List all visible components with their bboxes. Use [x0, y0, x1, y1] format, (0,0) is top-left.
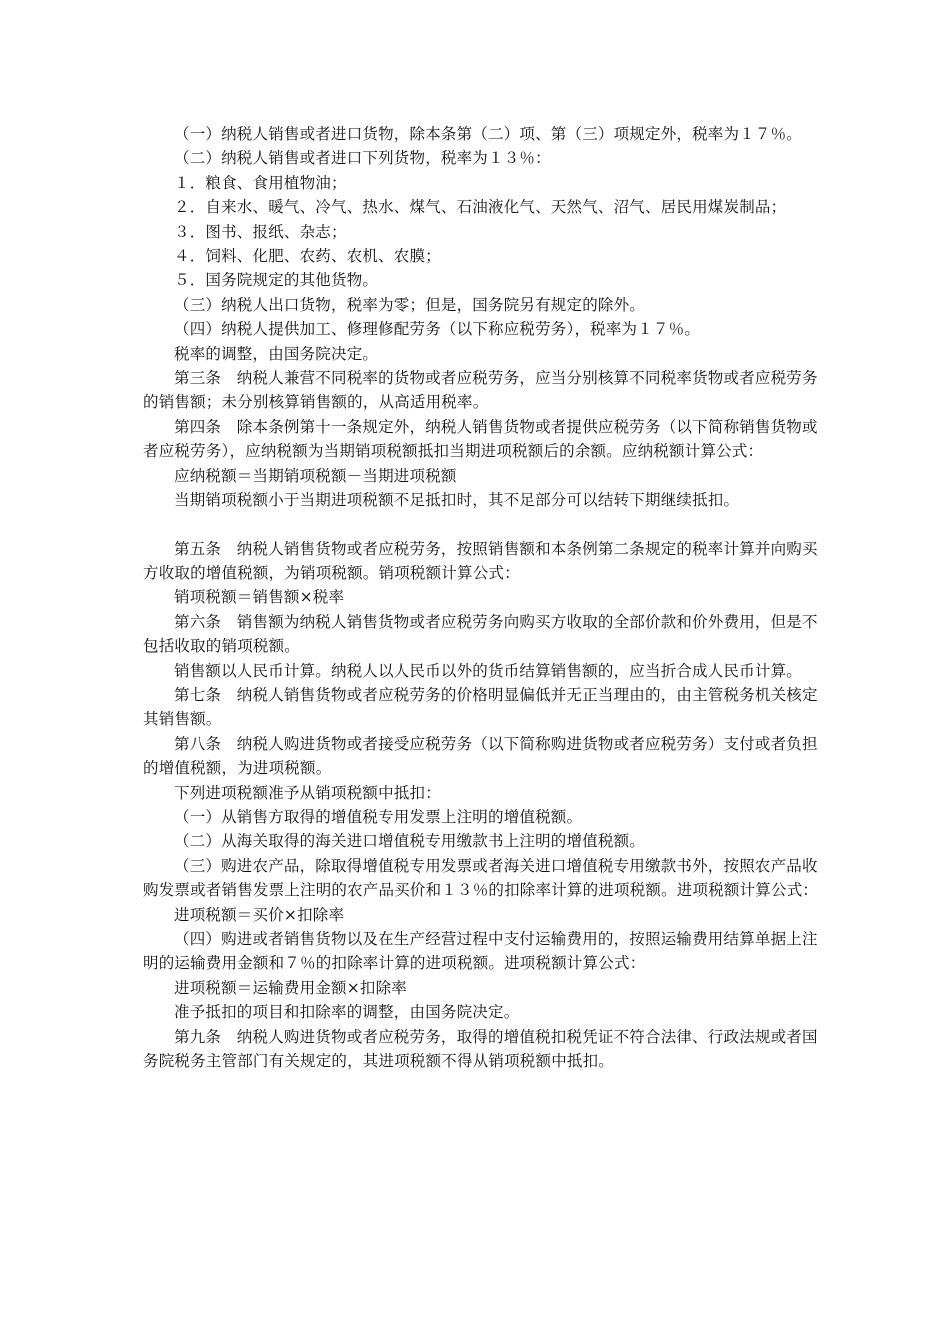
formula: 应纳税额＝当期销项税额－当期进项税额: [174, 466, 457, 485]
paragraph: ２．自来水、暖气、冷气、热水、煤气、石油液化气、天然气、沼气、居民用煤炭制品；: [174, 198, 787, 217]
article-9: 第九条 纳税人购进货物或者应税劳务，取得的增值税扣税凭证不符合法律、行政法规或者国务院税务主管部门有关规定的，其进项税额不得从销项税额中抵扣。: [143, 1027, 818, 1071]
paragraph: 下列进项税额准予从销项税额中抵扣：: [174, 783, 441, 802]
paragraph: ４．饲料、化肥、农药、农机、农膜；: [174, 247, 441, 266]
formula: 销项税额＝销售额×税率: [174, 588, 345, 607]
article-3: 第三条 纳税人兼营不同税率的货物或者应税劳务，应当分别核算不同税率货物或者应税劳务的销售额；未分别核算销售额的，从高适用税率。: [143, 369, 818, 412]
paragraph: （二）从海关取得的海关进口增值税专用缴款书上注明的增值税额。: [174, 832, 646, 851]
paragraph: 当期销项税额小于当期进项税额不足抵扣时，其不足部分可以结转下期继续抵扣。: [174, 491, 740, 510]
paragraph: （三）纳税人出口货物，税率为零；但是，国务院另有规定的除外。: [174, 295, 646, 314]
article-8: 第八条 纳税人购进货物或者接受应税劳务（以下简称购进货物或者应税劳务）支付或者负担的增值税额，为进项税额。: [143, 734, 818, 778]
paragraph: ３．图书、报纸、杂志；: [174, 222, 347, 241]
paragraph: （一）从销售方取得的增值税专用发票上注明的增值税额。: [174, 807, 583, 826]
paragraph: 销售额以人民币计算。纳税人以人民币以外的货币结算销售额的，应当折合成人民币计算。: [174, 661, 803, 680]
article-4: 第四条 除本条例第十一条规定外，纳税人销售货物或者提供应税劳务（以下简称销售货物或者应税劳务），应纳税额为当期销项税额抵扣当期进项税额后的余额。应纳税额计算公式：: [143, 417, 818, 461]
paragraph: ５．国务院规定的其他货物。: [174, 271, 379, 290]
paragraph: 税率的调整，由国务院决定。: [174, 344, 379, 363]
paragraph: （三）购进农产品，除取得增值税专用发票或者海关进口增值税专用缴款书外，按照农产品收购发票或者销售发票上注明的农产品买价和１３％的扣除率计算的进项税额。进项税额计算公式：: [143, 856, 819, 900]
paragraph: 准予抵扣的项目和扣除率的调整，由国务院决定。: [174, 1003, 520, 1022]
paragraph: （四）购进或者销售货物以及在生产经营过程中支付运输费用的，按照运输费用结算单据上注明的运输费用金额和７％的扣除率计算的进项税额。进项税额计算公式：: [143, 930, 818, 973]
article-7: 第七条 纳税人销售货物或者应税劳务的价格明显偏低并无正当理由的，由主管税务机关核定其销售额。: [143, 685, 818, 729]
document-body: [143, 122, 823, 1073]
article-5: 第五条 纳税人销售货物或者应税劳务，按照销售额和本条例第二条规定的税率计算并向购买方收取的增值税额，为销项税额。销项税额计算公式：: [143, 539, 818, 582]
paragraph: １．粮食、食用植物油；: [174, 173, 347, 192]
article-6: 第六条 销售额为纳税人销售货物或者应税劳务向购买方收取的全部价款和价外费用，但是不包括收取的销项税额。: [143, 612, 818, 656]
paragraph: （二）纳税人销售或者进口下列货物，税率为１３％：: [174, 149, 551, 168]
paragraph: （四）纳税人提供加工、修理修配劳务（以下称应税劳务），税率为１７％。: [174, 320, 701, 339]
formula: 进项税额＝运输费用金额×扣除率: [174, 978, 407, 997]
paragraph: （一）纳税人销售或者进口货物，除本条第（二）项、第（三）项规定外，税率为１７％。: [174, 125, 803, 143]
formula: 进项税额＝买价×扣除率: [174, 905, 345, 924]
